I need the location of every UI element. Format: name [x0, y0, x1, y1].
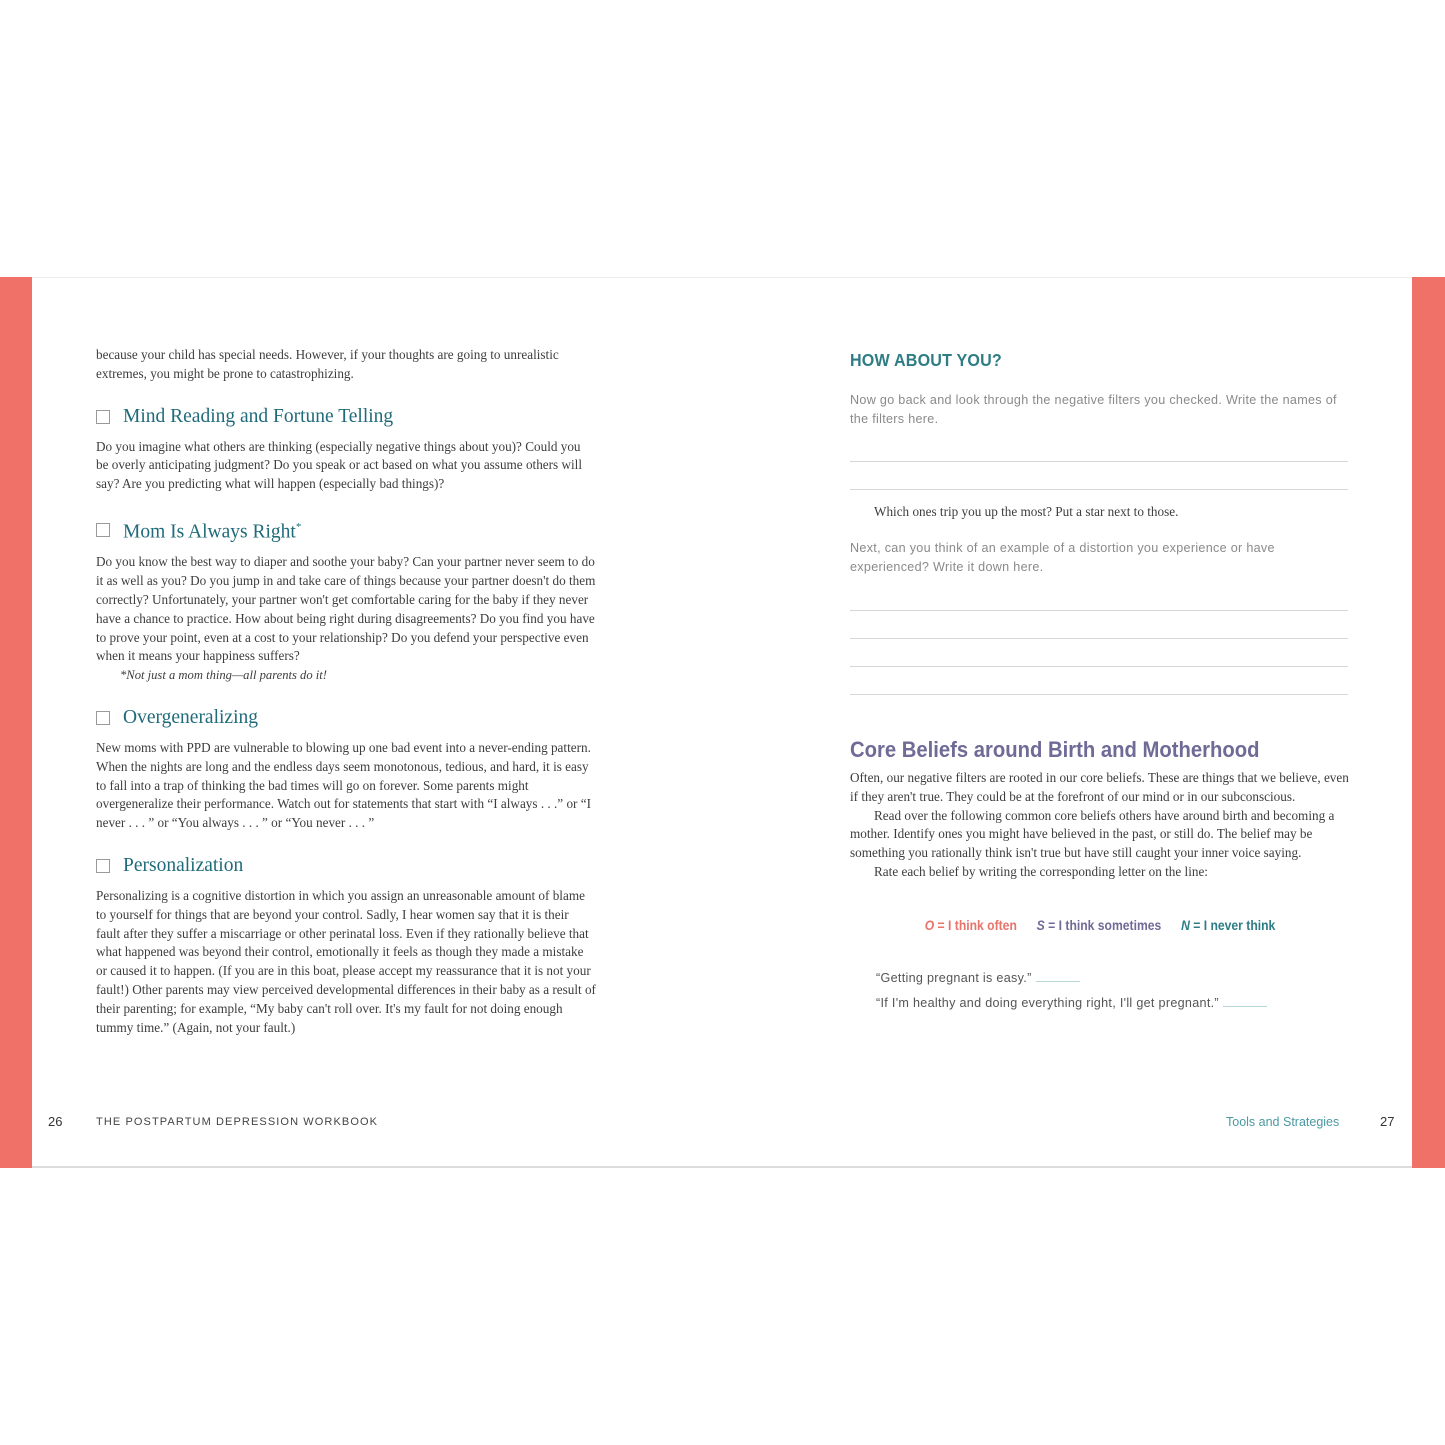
prompt-filters: Now go back and look through the negative filters you checked. Write the names of the filters here. — [850, 393, 1337, 426]
core-beliefs-title: Core Beliefs around Birth and Motherhood — [850, 737, 1260, 762]
page-number-right: 27 — [1380, 1114, 1395, 1129]
item-body: Do you imagine what others are thinking (especially negative things about you)? Could you be overly anticipating judgment? Do you speak or act based on what you assume others will say? Are you predicting what will happen (especially bad things)? — [96, 438, 582, 492]
item-title: Personalization — [123, 855, 244, 877]
checkbox-mom-always-right[interactable] — [96, 523, 110, 537]
core-beliefs-instruction: Rate each belief by writing the corresponding letter on the line: — [874, 863, 1208, 879]
rating-blank[interactable] — [1223, 1006, 1267, 1007]
prompt-example: Next, can you think of an example of a distortion you experience or have experienced? Write it down here. — [850, 541, 1275, 574]
belief-item: “Getting pregnant is easy.” — [850, 971, 1350, 985]
checkbox-overgeneralizing[interactable] — [96, 711, 110, 725]
core-beliefs-paragraph: Often, our negative filters are rooted in our core beliefs. These are things that we believe, even if they aren't true. They could be at the forefront of our mind or in our subconscious. — [850, 770, 1349, 804]
how-about-you-title: HOW ABOUT YOU? — [850, 350, 1002, 370]
checkbox-mind-reading[interactable] — [96, 410, 110, 424]
footnote: *Not just a mom thing—all parents do it! — [120, 668, 327, 683]
write-line[interactable] — [850, 638, 1348, 639]
running-title-left: THE POSTPARTUM DEPRESSION WORKBOOK — [96, 1116, 379, 1128]
intro-paragraph: because your child has special needs. However, if your thoughts are going to unrealistic extremes, you might be prone to catastrophizing. — [96, 347, 559, 381]
running-title-right: Tools and Strategies — [1226, 1115, 1340, 1129]
rating-blank[interactable] — [1036, 981, 1080, 982]
left-page-edge-tab — [0, 277, 32, 1168]
legend-sometimes: S = I think sometimes — [1036, 917, 1162, 933]
core-beliefs-paragraph: Read over the following common core beliefs others have around birth and becoming a mother. Identify ones you might have believed in the past, or still do. The belief may be something you rationally think isn't true but have still caught your inner voice saying. — [850, 807, 1335, 861]
write-line[interactable] — [850, 461, 1348, 462]
prompt-star: Which ones trip you up the most? Put a star next to those. — [874, 504, 1179, 519]
item-title — [123, 514, 301, 546]
page-number-left: 26 — [48, 1114, 63, 1129]
item-title-text: Mom Is Always Right — [123, 521, 296, 543]
item-heading-mom-always-right — [96, 514, 596, 546]
item-body: Personalizing is a cognitive distortion in which you assign an unreasonable amount of blame to yourself for things that are beyond your control. Sadly, I hear women say that it is their fault after they suffer a miscarriage or other perinatal loss. Even if they rationally believe that what happened was beyond their control, emotionally it feels as though they made a mistake or caused it to happen. (If you are in this boat, please accept my reassurance that it is not your fault!) Other parents may view perceived developmental differences in their baby as a result of their parenting; for example, “My baby can't roll over. It's my fault for not doing enough tummy time.” (Again, not your fault.) — [96, 888, 596, 1035]
item-heading-personalization — [96, 853, 596, 879]
item-title: Mind Reading and Fortune Telling — [123, 405, 394, 427]
item-body: New moms with PPD are vulnerable to blowing up one bad event into a never-ending pattern. When the nights are long and the endless days seem monotonous, tedious, and hard, it is easy to fall into a trap of thinking the bad times will go on forever. Some parents might overgeneralize their performance. Watch out for statements that start with “I always . . .” or “I never . . . ” or “You always . . . ” or “You never . . . ” — [96, 740, 591, 831]
item-heading-overgeneralizing — [96, 705, 596, 731]
write-line[interactable] — [850, 610, 1348, 611]
write-line[interactable] — [850, 666, 1348, 667]
legend-often: O = I think often — [924, 917, 1017, 933]
checkbox-personalization[interactable] — [96, 859, 110, 873]
item-body: Do you know the best way to diaper and soothe your baby? Can your partner never seem to do it as well as you? Do you jump in and take care of things because your partner doesn't do them correctly? Unfortunately, your partner won't get comfortable caring for the baby if they never have a chance to practice. How about being right during disagreements? Do you find you have to prove your point, even at a cost to your relationship? Do you defend your perspective even when it means your happiness suffers? — [96, 554, 596, 664]
belief-item: “If I'm healthy and doing everything right, I'll get pregnant.” — [850, 996, 1350, 1010]
item-heading-mind-reading — [96, 404, 596, 430]
right-page — [850, 350, 1350, 1010]
write-line[interactable] — [850, 694, 1348, 695]
write-line[interactable] — [850, 489, 1348, 490]
left-page — [96, 346, 596, 1037]
rating-legend — [875, 918, 1325, 933]
footnote-mark: * — [295, 520, 302, 533]
item-title: Overgeneralizing — [123, 707, 258, 729]
right-page-edge-tab — [1412, 277, 1445, 1168]
legend-never: N = I never think — [1181, 917, 1276, 933]
